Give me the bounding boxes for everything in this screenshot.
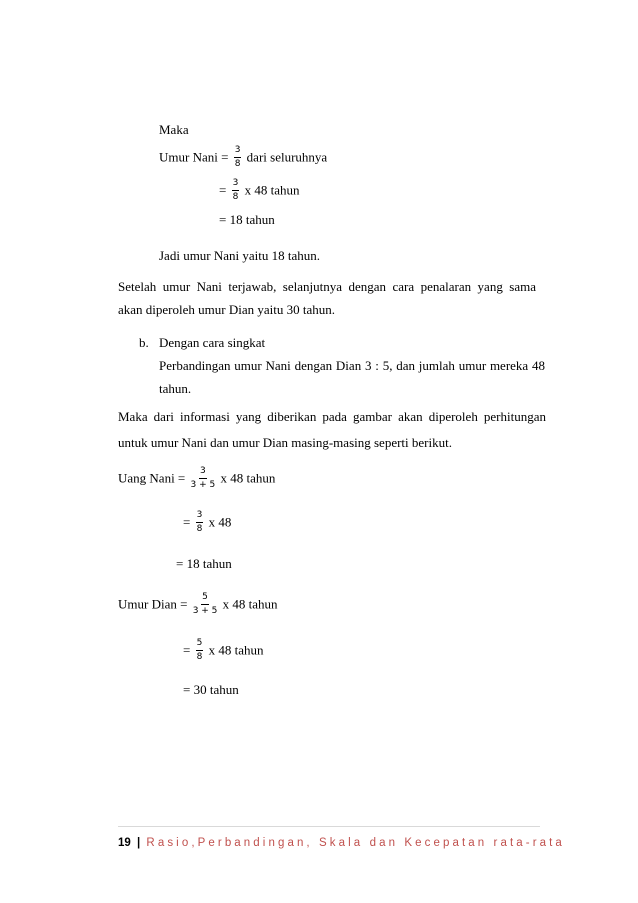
calc-dian-result: = 30 tahun bbox=[183, 682, 239, 697]
calc-dian-tail-2: x 48 tahun bbox=[208, 642, 264, 658]
fraction-denominator: 8 bbox=[196, 524, 203, 534]
fraction-numerator: 3 bbox=[232, 179, 240, 191]
fraction-5-8 bbox=[196, 639, 204, 662]
fraction-3-8 bbox=[196, 511, 204, 534]
calc-dian-line-2 bbox=[183, 640, 263, 663]
equals-sign: = bbox=[219, 182, 227, 198]
dari-seluruhnya-text: dari seluruhnya bbox=[246, 149, 328, 165]
calc-nani-result: = 18 tahun bbox=[176, 556, 232, 571]
fraction-numerator: 3 bbox=[196, 511, 204, 523]
part-b-line-2: tahun. bbox=[159, 381, 192, 396]
footer-divider bbox=[118, 826, 540, 827]
footer-separator: | bbox=[137, 837, 141, 849]
fraction-denominator: 8 bbox=[196, 652, 203, 662]
part-b-heading: Dengan cara singkat bbox=[159, 335, 266, 350]
nani-fraction-line bbox=[159, 147, 327, 170]
paragraph-1-line-1: Setelah umur Nani terjawab, selanjutnya dengan cara penalaran yang sama bbox=[118, 279, 536, 294]
fraction-numerator: 3 bbox=[234, 146, 242, 158]
nani-result-line: = 18 tahun bbox=[219, 212, 275, 227]
equals-sign: = bbox=[183, 642, 191, 658]
calc-dian-label: Umur Dian = bbox=[118, 596, 188, 612]
list-marker-b: b. bbox=[139, 335, 149, 350]
fraction-denominator: 8 bbox=[234, 159, 241, 169]
fraction-numerator: 5 bbox=[196, 639, 204, 651]
equals-sign: = bbox=[183, 514, 191, 530]
nani-times-line bbox=[219, 180, 299, 203]
paragraph-2-line-2: untuk umur Nani dan umur Dian masing-masing seperti berikut. bbox=[118, 435, 452, 450]
fraction-numerator: 5 bbox=[201, 593, 209, 605]
footer-title: Rasio,Perbandingan, Skala dan Kecepatan rata-rata bbox=[146, 837, 565, 849]
fraction-numerator: 3 bbox=[199, 467, 207, 479]
calc-nani-line-2 bbox=[183, 512, 231, 535]
fraction-denominator: 8 bbox=[232, 192, 239, 202]
page-number: 19 bbox=[118, 837, 131, 849]
calc-nani-tail-2: x 48 bbox=[208, 514, 232, 530]
fraction-denominator: 3 + 5 bbox=[190, 480, 216, 490]
part-b-line-1: Perbandingan umur Nani dengan Dian 3 : 5, dan jumlah umur mereka 48 bbox=[159, 358, 545, 373]
fraction-denominator: 3 + 5 bbox=[192, 606, 218, 616]
calc-nani-label: Uang Nani = bbox=[118, 470, 186, 486]
fraction-3-8 bbox=[232, 179, 240, 202]
paragraph-2-line-1: Maka dari informasi yang diberikan pada gambar akan diperoleh perhitungan bbox=[118, 409, 546, 424]
times-48-tahun: x 48 tahun bbox=[244, 182, 300, 198]
fraction-5-over-3-plus-5 bbox=[193, 593, 218, 616]
calc-nani-tail: x 48 tahun bbox=[220, 470, 276, 486]
maka-text: Maka bbox=[159, 122, 189, 137]
fraction-3-8 bbox=[234, 146, 242, 169]
nani-label: Umur Nani = bbox=[159, 149, 229, 165]
jadi-sentence: Jadi umur Nani yaitu 18 tahun. bbox=[159, 248, 321, 263]
calc-nani-line-1 bbox=[118, 468, 275, 491]
paragraph-1-line-2: akan diperoleh umur Dian yaitu 30 tahun. bbox=[118, 302, 335, 317]
calc-dian-tail: x 48 tahun bbox=[222, 596, 278, 612]
fraction-3-over-3-plus-5 bbox=[191, 467, 216, 490]
page-footer bbox=[118, 838, 565, 850]
calc-dian-line-1 bbox=[118, 594, 278, 617]
